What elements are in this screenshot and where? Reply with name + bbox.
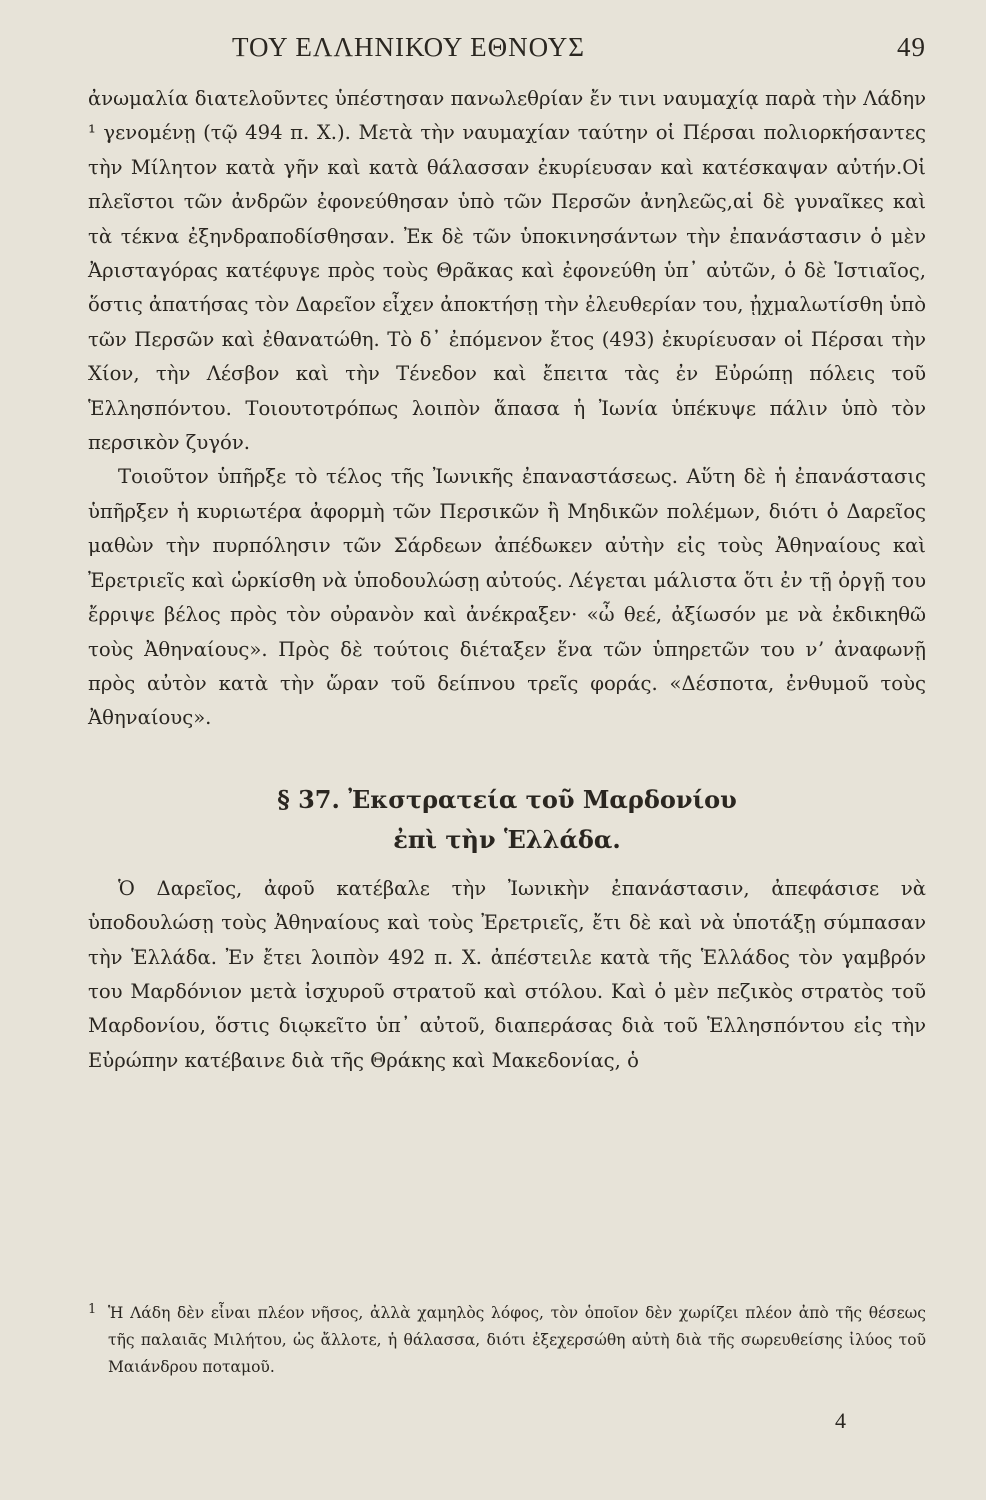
section-heading-line: § 37. Ἐκστρατεία τοῦ Μαρδονίου — [277, 784, 737, 814]
paragraph: Τοιοῦτον ὑπῆρξε τὸ τέλος τῆς Ἰωνικῆς ἐπαναστάσεως. Αὕτη δὲ ἡ ἐπανάστασις ὑπῆρξεν ἡ κυριωτέρα ἀφορμὴ τῶν Περσικῶν ἢ Μηδικῶν πολέμων, διότι ὁ Δαρεῖος μαθὼν τὴν πυρπόλησιν τῶν Σάρδεων ἀπέδωκεν αὐτὴν εἰς τοὺς Ἀθηναίους καὶ Ἐρετριεῖς καὶ ὡρκίσθη νὰ ὑποδουλώσῃ αὐτούς. Λέγεται μάλιστα ὅτι ἐν τῇ ὀργῇ του ἔρριψε βέλος πρὸς τὸν οὐρανὸν καὶ ἀνέκραξεν· «ὦ θεέ, ἀξίωσόν με νὰ ἐκδικηθῶ τοὺς Ἀθηναίους». Πρὸς δὲ τούτοις διέταξεν ἕνα τῶν ὑπηρετῶν του νʼ ἀναφωνῇ πρὸς αὐτὸν κατὰ τὴν ὥραν τοῦ δείπνου τρεῖς φοράς. «Δέσποτα, ἐνθυμοῦ τοὺς Ἀθηναίους». — [88, 465, 926, 730]
running-title: ΤΟΥ ΕΛΛΗΝΙΚΟΥ ΕΘΝΟΥΣ — [232, 32, 585, 62]
section-heading-line: ἐπὶ τὴν Ἑλλάδα. — [393, 824, 621, 854]
footnote — [88, 1300, 926, 1381]
paragraph: Ὁ Δαρεῖος, ἀφοῦ κατέβαλε τὴν Ἰωνικὴν ἐπανάστασιν, ἀπεφάσισε νὰ ὑποδουλώσῃ τοὺς Ἀθηναίους καὶ τοὺς Ἐρετριεῖς, ἔτι δὲ καὶ νὰ ὑποτάξῃ σύμπασαν τὴν Ἑλλάδα. Ἐν ἔτει λοιπὸν 492 π. Χ. ἀπέστειλε κατὰ τῆς Ἑλλάδος τὸν γαμβρόν του Μαρδόνιον μετὰ ἰσχυροῦ στρατοῦ καὶ στόλου. Καὶ ὁ μὲν πεζικὸς στρατὸς τοῦ Μαρδονίου, ὅστις διῳκεῖτο ὑπ᾽ αὐτοῦ, διαπεράσας διὰ τοῦ Ἑλλησπόντου εἰς τὴν Εὐρώπην κατέβαινε διὰ τῆς Θράκης καὶ Μακεδονίας, ὁ — [88, 876, 926, 1072]
footnote-area — [88, 1300, 926, 1381]
main-text — [88, 82, 926, 1078]
paragraph: ἀνωμαλία διατελοῦντες ὑπέστησαν πανωλεθρίαν ἔν τινι ναυμαχίᾳ παρὰ τὴν Λάδην ¹ γενομένῃ (τῷ 494 π. Χ.). Μετὰ τὴν ναυμαχίαν ταύτην οἱ Πέρσαι πολιορκήσαντες τὴν Μίλητον κατὰ γῆν καὶ κατὰ θάλασσαν ἐκυρίευσαν καὶ κατέσκαψαν αὐτήν.Οἱ πλεῖστοι τῶν ἀνδρῶν ἐφονεύθησαν ὑπὸ τῶν Περσῶν ἀνηλεῶς,αἱ δὲ γυναῖκες καὶ τὰ τέκνα ἐξηνδραποδίσθησαν. Ἐκ δὲ τῶν ὑποκινησάντων τὴν ἐπανάστασιν ὁ μὲν Ἀρισταγόρας κατέφυγε πρὸς τοὺς Θρᾶκας καὶ ἐφονεύθη ὑπ᾽ αὐτῶν, ὁ δὲ Ἱστιαῖος, ὅστις ἀπατήσας τὸν Δαρεῖον εἶχεν ἀποκτήσῃ τὴν ἐλευθερίαν του, ᾐχμαλωτίσθη ὑπὸ τῶν Περσῶν καὶ ἐθανατώθη. Τὸ δ᾽ ἐπόμενον ἔτος (493) ἐκυρίευσαν οἱ Πέρσαι τὴν Χίον, τὴν Λέσβον καὶ τὴν Τένεδον καὶ ἔπειτα τὰς ἐν Εὐρώπῃ πόλεις τοῦ Ἑλλησπόντου. Τοιουτοτρόπως λοιπὸν ἅπασα ἡ Ἰωνία ὑπέκυψε πάλιν ὑπὸ τὸν περσικὸν ζυγόν. — [88, 87, 926, 455]
page-number: 49 — [897, 32, 926, 62]
running-header — [88, 30, 926, 70]
section-heading — [88, 780, 926, 860]
footnote-marker: 1 — [88, 1302, 97, 1317]
footnote-text: Ἡ Λάδη δὲν εἶναι πλέον νῆσος, ἀλλὰ χαμηλὸς λόφος, τὸν ὁποῖον δὲν χωρίζει πλέον ἀπὸ τῆς θέσεως τῆς παλαιᾶς Μιλήτου, ὡς ἄλλοτε, ἡ θάλασσα, διότι ἐξεχερσώθη αὐτὴ διὰ τῆς σωρευθείσης ἰλύος τοῦ Μαιάνδρου ποταμοῦ. — [108, 1304, 926, 1376]
printer-signature: 4 — [835, 1408, 846, 1433]
